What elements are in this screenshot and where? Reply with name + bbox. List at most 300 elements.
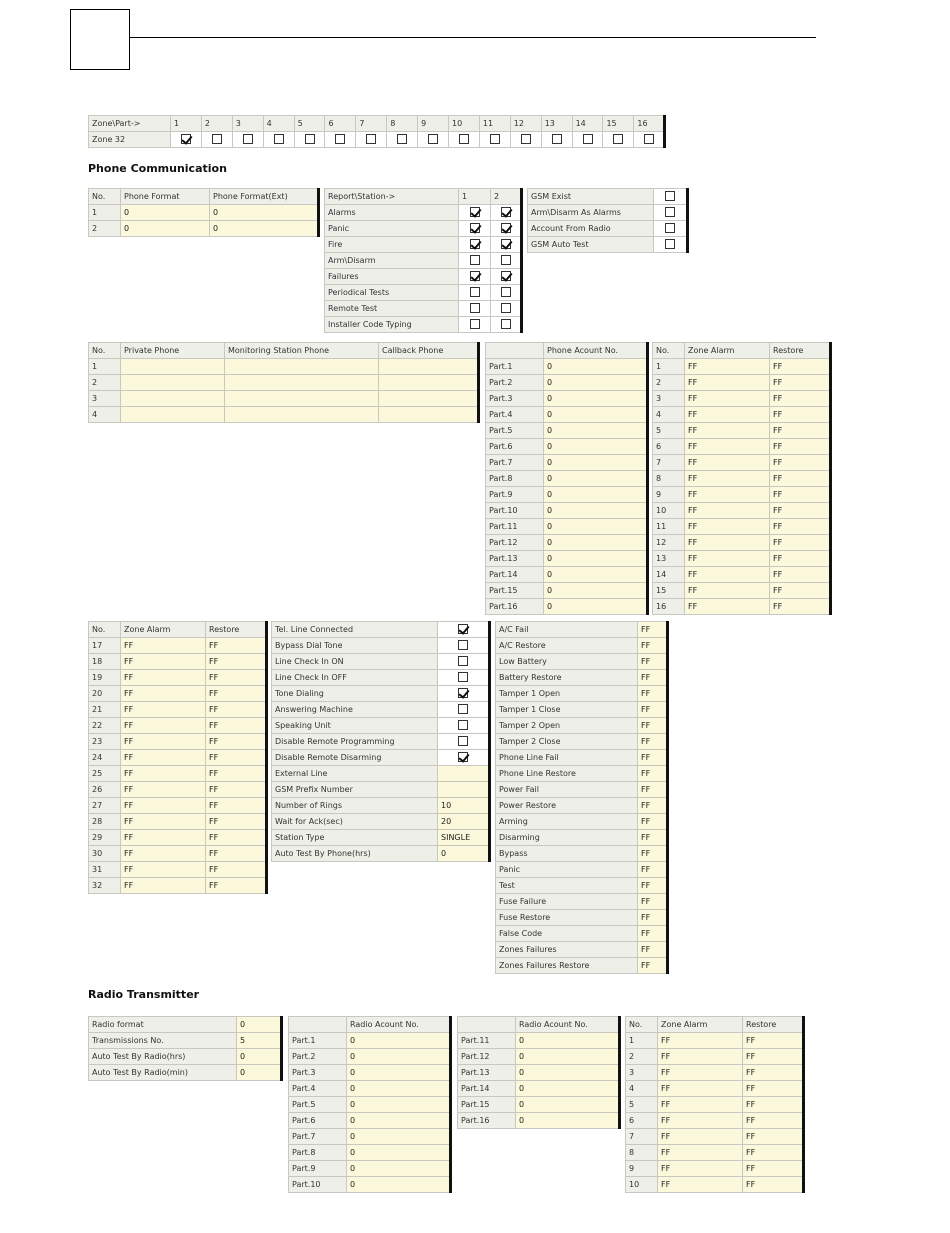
value-cell[interactable]: 0	[347, 1081, 451, 1097]
header-row	[289, 1017, 451, 1033]
checkbox[interactable]	[665, 207, 675, 217]
row-label: 25	[89, 766, 121, 782]
setting-value[interactable]	[438, 782, 490, 798]
value-cell[interactable]: FF	[743, 1145, 804, 1161]
checkbox[interactable]	[501, 287, 511, 297]
page-header-box	[70, 9, 130, 70]
zone-row-label: Zone 32	[89, 132, 171, 148]
value-cell[interactable]: FF	[121, 638, 206, 654]
checkbox[interactable]	[458, 704, 468, 714]
gsm-checkbox-cell[interactable]	[654, 189, 688, 205]
value-cell[interactable]: FF	[685, 455, 770, 471]
value-cell[interactable]: 0	[347, 1113, 451, 1129]
checkbox[interactable]	[501, 239, 511, 249]
part-checkbox-cell[interactable]	[201, 132, 232, 148]
radio-param-value[interactable]: 5	[237, 1033, 282, 1049]
event-code[interactable]: FF	[638, 942, 668, 958]
event-code[interactable]: FF	[638, 766, 668, 782]
setting-checkbox-cell[interactable]	[438, 686, 490, 702]
value-cell[interactable]: FF	[206, 830, 267, 846]
zone-row	[653, 471, 831, 487]
value-cell[interactable]	[225, 359, 379, 375]
value-cell[interactable]: FF	[658, 1097, 743, 1113]
checkbox[interactable]	[243, 134, 253, 144]
event-code[interactable]: FF	[638, 894, 668, 910]
value-cell[interactable]: FF	[206, 766, 267, 782]
value-cell[interactable]: FF	[121, 766, 206, 782]
part-checkbox-cell[interactable]	[510, 132, 541, 148]
value-cell[interactable]	[225, 391, 379, 407]
value-cell[interactable]: FF	[121, 782, 206, 798]
checkbox[interactable]	[335, 134, 345, 144]
checkbox[interactable]	[470, 287, 480, 297]
value-cell[interactable]: FF	[685, 407, 770, 423]
checkbox[interactable]	[428, 134, 438, 144]
checkbox[interactable]	[470, 271, 480, 281]
value-cell[interactable]: 0	[544, 391, 648, 407]
station-1-cell[interactable]	[459, 253, 491, 269]
event-code[interactable]: FF	[638, 926, 668, 942]
value-cell[interactable]: 0	[347, 1049, 451, 1065]
setting-value[interactable]: 10	[438, 798, 490, 814]
station-2-cell[interactable]	[491, 253, 522, 269]
value-cell[interactable]	[379, 375, 479, 391]
value-cell[interactable]: FF	[770, 391, 831, 407]
event-label: Power Restore	[496, 798, 638, 814]
value-cell[interactable]: FF	[121, 750, 206, 766]
value-cell[interactable]: FF	[685, 599, 770, 615]
value-cell[interactable]: 0	[544, 583, 648, 599]
value-cell[interactable]: 0	[121, 221, 210, 237]
radio-account-table-2	[457, 1016, 621, 1129]
zone-row	[89, 782, 267, 798]
part-column-header: 2	[201, 116, 232, 132]
value-cell[interactable]: FF	[743, 1161, 804, 1177]
event-label: Phone Line Fail	[496, 750, 638, 766]
part-checkbox-cell[interactable]	[232, 132, 263, 148]
station-2-cell[interactable]	[491, 301, 522, 317]
value-cell[interactable]: 0	[544, 535, 648, 551]
report-station-table	[324, 188, 523, 333]
value-cell[interactable]: FF	[121, 878, 206, 894]
checkbox[interactable]	[501, 207, 511, 217]
value-cell[interactable]: FF	[121, 862, 206, 878]
checkbox[interactable]	[583, 134, 593, 144]
column-header: Zone Alarm	[658, 1017, 743, 1033]
value-cell[interactable]: 0	[347, 1129, 451, 1145]
event-code[interactable]: FF	[638, 750, 668, 766]
value-cell[interactable]: 0	[544, 439, 648, 455]
value-cell[interactable]: FF	[685, 503, 770, 519]
value-cell[interactable]: 0	[516, 1065, 620, 1081]
radio-param-value[interactable]: 0	[237, 1017, 282, 1033]
value-cell[interactable]: FF	[121, 718, 206, 734]
value-cell[interactable]: FF	[743, 1049, 804, 1065]
station-1-cell[interactable]	[459, 205, 491, 221]
checkbox[interactable]	[397, 134, 407, 144]
value-cell[interactable]: 0	[347, 1065, 451, 1081]
checkbox[interactable]	[366, 134, 376, 144]
value-cell[interactable]: FF	[206, 862, 267, 878]
row-label: Part.5	[486, 423, 544, 439]
value-cell[interactable]	[121, 359, 225, 375]
value-cell[interactable]: FF	[658, 1049, 743, 1065]
value-cell[interactable]: FF	[658, 1113, 743, 1129]
row-label: Part.7	[289, 1129, 347, 1145]
value-cell[interactable]: 0	[544, 551, 648, 567]
event-code[interactable]: FF	[638, 718, 668, 734]
setting-row	[272, 702, 490, 718]
checkbox[interactable]	[644, 134, 654, 144]
value-cell[interactable]: 0	[544, 471, 648, 487]
checkbox[interactable]	[305, 134, 315, 144]
value-cell[interactable]: FF	[658, 1161, 743, 1177]
event-code[interactable]: FF	[638, 862, 668, 878]
setting-label: Disable Remote Programming	[272, 734, 438, 750]
value-cell[interactable]: FF	[658, 1081, 743, 1097]
value-cell[interactable]: FF	[121, 686, 206, 702]
value-cell[interactable]: FF	[685, 551, 770, 567]
checkbox[interactable]	[212, 134, 222, 144]
value-cell[interactable]: FF	[770, 567, 831, 583]
part-checkbox-cell[interactable]	[418, 132, 449, 148]
value-cell[interactable]: FF	[685, 359, 770, 375]
part-column-header: 8	[387, 116, 418, 132]
value-cell[interactable]: 0	[121, 205, 210, 221]
value-cell[interactable]: FF	[206, 686, 267, 702]
part-column-header: 9	[418, 116, 449, 132]
value-cell[interactable]: FF	[770, 359, 831, 375]
value-cell[interactable]: FF	[743, 1097, 804, 1113]
zone-row	[626, 1145, 804, 1161]
checkbox[interactable]	[470, 207, 480, 217]
value-cell[interactable]: FF	[121, 830, 206, 846]
part-checkbox-cell[interactable]	[263, 132, 294, 148]
value-cell[interactable]: FF	[206, 718, 267, 734]
report-row	[325, 253, 522, 269]
value-cell[interactable]: FF	[685, 439, 770, 455]
value-cell[interactable]: FF	[770, 503, 831, 519]
station-2-cell[interactable]	[491, 237, 522, 253]
checkbox[interactable]	[458, 624, 468, 634]
value-cell[interactable]: 0	[516, 1097, 620, 1113]
value-cell[interactable]: 0	[544, 375, 648, 391]
checkbox[interactable]	[458, 736, 468, 746]
event-code[interactable]: FF	[638, 782, 668, 798]
checkbox[interactable]	[490, 134, 500, 144]
value-cell[interactable]: 0	[544, 567, 648, 583]
value-cell[interactable]: FF	[121, 654, 206, 670]
value-cell[interactable]: FF	[206, 814, 267, 830]
setting-value[interactable]	[438, 766, 490, 782]
station-2-cell[interactable]	[491, 269, 522, 285]
checkbox[interactable]	[470, 303, 480, 313]
event-row	[496, 894, 668, 910]
setting-row	[272, 718, 490, 734]
value-cell[interactable]: FF	[770, 439, 831, 455]
row-label: 7	[653, 455, 685, 471]
gsm-checkbox-cell[interactable]	[654, 221, 688, 237]
checkbox[interactable]	[613, 134, 623, 144]
event-code[interactable]: FF	[638, 670, 668, 686]
value-cell[interactable]: FF	[685, 535, 770, 551]
value-cell[interactable]: FF	[770, 375, 831, 391]
event-label: A/C Fail	[496, 622, 638, 638]
part-checkbox-cell[interactable]	[603, 132, 634, 148]
setting-checkbox-cell[interactable]	[438, 718, 490, 734]
value-cell[interactable]	[121, 391, 225, 407]
row-label: Part.13	[486, 551, 544, 567]
station-1-cell[interactable]	[459, 221, 491, 237]
value-cell[interactable]: FF	[206, 638, 267, 654]
checkbox[interactable]	[470, 319, 480, 329]
value-cell[interactable]: FF	[770, 487, 831, 503]
value-cell[interactable]: FF	[206, 878, 267, 894]
event-code[interactable]: FF	[638, 702, 668, 718]
value-cell[interactable]: FF	[743, 1113, 804, 1129]
checkbox[interactable]	[470, 223, 480, 233]
event-row	[496, 958, 668, 974]
zone-row	[653, 407, 831, 423]
value-cell[interactable]: FF	[770, 407, 831, 423]
part-column-header: 5	[294, 116, 325, 132]
station-1-cell[interactable]	[459, 237, 491, 253]
value-cell[interactable]: FF	[770, 535, 831, 551]
part-checkbox-cell[interactable]	[171, 132, 202, 148]
checkbox[interactable]	[501, 319, 511, 329]
value-cell[interactable]: FF	[685, 375, 770, 391]
value-cell[interactable]: FF	[658, 1145, 743, 1161]
value-cell[interactable]: FF	[685, 519, 770, 535]
value-cell[interactable]: 0	[347, 1145, 451, 1161]
value-cell[interactable]: 0	[544, 487, 648, 503]
checkbox[interactable]	[552, 134, 562, 144]
event-code[interactable]: FF	[638, 734, 668, 750]
value-cell[interactable]	[225, 375, 379, 391]
value-cell[interactable]: 0	[544, 503, 648, 519]
value-cell[interactable]: 0	[516, 1081, 620, 1097]
value-cell[interactable]: FF	[121, 814, 206, 830]
value-cell[interactable]: FF	[770, 455, 831, 471]
value-cell[interactable]: FF	[121, 846, 206, 862]
value-cell[interactable]: FF	[685, 583, 770, 599]
checkbox[interactable]	[458, 752, 468, 762]
zones-17-32-table	[88, 621, 268, 894]
event-code[interactable]: FF	[638, 878, 668, 894]
value-cell[interactable]: 0	[516, 1049, 620, 1065]
setting-value[interactable]: 0	[438, 846, 490, 862]
event-code[interactable]: FF	[638, 910, 668, 926]
value-cell[interactable]: FF	[743, 1081, 804, 1097]
value-cell[interactable]: FF	[770, 583, 831, 599]
value-cell[interactable]: 0	[347, 1033, 451, 1049]
row-label: 20	[89, 686, 121, 702]
checkbox[interactable]	[458, 720, 468, 730]
setting-checkbox-cell[interactable]	[438, 670, 490, 686]
value-cell[interactable]	[379, 359, 479, 375]
part-checkbox-cell[interactable]	[294, 132, 325, 148]
event-code[interactable]: FF	[638, 846, 668, 862]
radio-param-value[interactable]: 0	[237, 1049, 282, 1065]
checkbox[interactable]	[501, 255, 511, 265]
station-2-cell[interactable]	[491, 317, 522, 333]
row-label: 6	[653, 439, 685, 455]
value-cell[interactable]	[121, 375, 225, 391]
station-2-cell[interactable]	[491, 205, 522, 221]
part-checkbox-cell[interactable]	[387, 132, 418, 148]
part-checkbox-cell[interactable]	[325, 132, 356, 148]
setting-checkbox-cell[interactable]	[438, 750, 490, 766]
row-label: Part.8	[486, 471, 544, 487]
value-cell[interactable]	[121, 407, 225, 423]
event-code[interactable]: FF	[638, 638, 668, 654]
gsm-checkbox-cell[interactable]	[654, 237, 688, 253]
checkbox[interactable]	[459, 134, 469, 144]
value-cell[interactable]: FF	[206, 798, 267, 814]
station-2-cell[interactable]	[491, 221, 522, 237]
value-cell[interactable]: FF	[658, 1177, 743, 1193]
event-code[interactable]: FF	[638, 830, 668, 846]
checkbox[interactable]	[665, 191, 675, 201]
part-checkbox-cell[interactable]	[479, 132, 510, 148]
account-row	[458, 1049, 620, 1065]
value-cell[interactable]: FF	[770, 551, 831, 567]
value-cell[interactable]: 0	[544, 519, 648, 535]
row-label: 30	[89, 846, 121, 862]
value-cell[interactable]: FF	[121, 798, 206, 814]
value-cell[interactable]: 0	[544, 359, 648, 375]
value-cell[interactable]: FF	[743, 1065, 804, 1081]
radio-param-value[interactable]: 0	[237, 1065, 282, 1081]
value-cell[interactable]: FF	[206, 670, 267, 686]
value-cell[interactable]: FF	[206, 750, 267, 766]
value-cell[interactable]: 0	[210, 205, 319, 221]
value-cell[interactable]: FF	[770, 599, 831, 615]
checkbox[interactable]	[470, 255, 480, 265]
value-cell[interactable]: FF	[770, 519, 831, 535]
value-cell[interactable]: FF	[685, 423, 770, 439]
value-cell[interactable]	[379, 391, 479, 407]
row-label: 10	[626, 1177, 658, 1193]
setting-checkbox-cell[interactable]	[438, 622, 490, 638]
value-cell[interactable]: FF	[743, 1033, 804, 1049]
value-cell[interactable]: 0	[516, 1033, 620, 1049]
value-cell[interactable]: 0	[544, 407, 648, 423]
value-cell[interactable]: FF	[770, 423, 831, 439]
checkbox[interactable]	[470, 239, 480, 249]
checkbox[interactable]	[501, 303, 511, 313]
part-checkbox-cell[interactable]	[634, 132, 665, 148]
row-label: 16	[653, 599, 685, 615]
header-row	[89, 622, 267, 638]
value-cell[interactable]: FF	[206, 846, 267, 862]
value-cell[interactable]: FF	[743, 1177, 804, 1193]
row-label: 28	[89, 814, 121, 830]
checkbox[interactable]	[458, 688, 468, 698]
value-cell[interactable]	[379, 407, 479, 423]
column-header: No.	[626, 1017, 658, 1033]
value-cell[interactable]: FF	[121, 670, 206, 686]
station-1-cell[interactable]	[459, 301, 491, 317]
checkbox[interactable]	[458, 672, 468, 682]
row-label: 2	[653, 375, 685, 391]
setting-checkbox-cell[interactable]	[438, 702, 490, 718]
zone-row	[653, 599, 831, 615]
value-cell[interactable]: FF	[685, 391, 770, 407]
value-cell[interactable]: FF	[658, 1065, 743, 1081]
setting-value[interactable]: SINGLE	[438, 830, 490, 846]
value-cell[interactable]: 0	[544, 423, 648, 439]
event-code[interactable]: FF	[638, 798, 668, 814]
value-cell[interactable]	[225, 407, 379, 423]
value-cell[interactable]: FF	[206, 734, 267, 750]
value-cell[interactable]: 0	[347, 1097, 451, 1113]
value-cell[interactable]: 0	[544, 455, 648, 471]
value-cell[interactable]: FF	[206, 782, 267, 798]
report-row	[325, 317, 522, 333]
checkbox[interactable]	[665, 239, 675, 249]
station-1-cell[interactable]	[459, 317, 491, 333]
value-cell[interactable]: FF	[121, 702, 206, 718]
part-checkbox-cell[interactable]	[356, 132, 387, 148]
setting-label: Auto Test By Phone(hrs)	[272, 846, 438, 862]
phone-settings-table	[271, 621, 491, 862]
checkbox[interactable]	[665, 223, 675, 233]
event-code[interactable]: FF	[638, 622, 668, 638]
station-2-cell[interactable]	[491, 285, 522, 301]
value-cell[interactable]: FF	[206, 654, 267, 670]
part-checkbox-cell[interactable]	[449, 132, 480, 148]
value-cell[interactable]: FF	[770, 471, 831, 487]
checkbox[interactable]	[458, 640, 468, 650]
checkbox[interactable]	[521, 134, 531, 144]
value-cell[interactable]: FF	[121, 734, 206, 750]
part-checkbox-cell[interactable]	[572, 132, 603, 148]
checkbox[interactable]	[181, 134, 191, 144]
value-cell[interactable]: 0	[544, 599, 648, 615]
setting-checkbox-cell[interactable]	[438, 654, 490, 670]
checkbox[interactable]	[501, 223, 511, 233]
event-code[interactable]: FF	[638, 654, 668, 670]
setting-value[interactable]: 20	[438, 814, 490, 830]
gsm-checkbox-cell[interactable]	[654, 205, 688, 221]
value-cell[interactable]: 0	[516, 1113, 620, 1129]
value-cell[interactable]: 0	[347, 1177, 451, 1193]
event-code[interactable]: FF	[638, 686, 668, 702]
value-cell[interactable]: FF	[658, 1129, 743, 1145]
value-cell[interactable]: 0	[210, 221, 319, 237]
account-row	[289, 1097, 451, 1113]
value-cell[interactable]: FF	[685, 567, 770, 583]
station-1-cell[interactable]	[459, 269, 491, 285]
value-cell[interactable]: 0	[347, 1161, 451, 1177]
value-cell[interactable]: FF	[685, 487, 770, 503]
value-cell[interactable]: FF	[658, 1033, 743, 1049]
event-code[interactable]: FF	[638, 958, 668, 974]
report-row	[325, 285, 522, 301]
checkbox[interactable]	[274, 134, 284, 144]
checkbox[interactable]	[458, 656, 468, 666]
part-checkbox-cell[interactable]	[541, 132, 572, 148]
setting-checkbox-cell[interactable]	[438, 734, 490, 750]
checkbox[interactable]	[501, 271, 511, 281]
event-code[interactable]: FF	[638, 814, 668, 830]
value-cell[interactable]: FF	[743, 1129, 804, 1145]
value-cell[interactable]: FF	[206, 702, 267, 718]
setting-checkbox-cell[interactable]	[438, 638, 490, 654]
value-cell[interactable]: FF	[685, 471, 770, 487]
station-1-cell[interactable]	[459, 285, 491, 301]
